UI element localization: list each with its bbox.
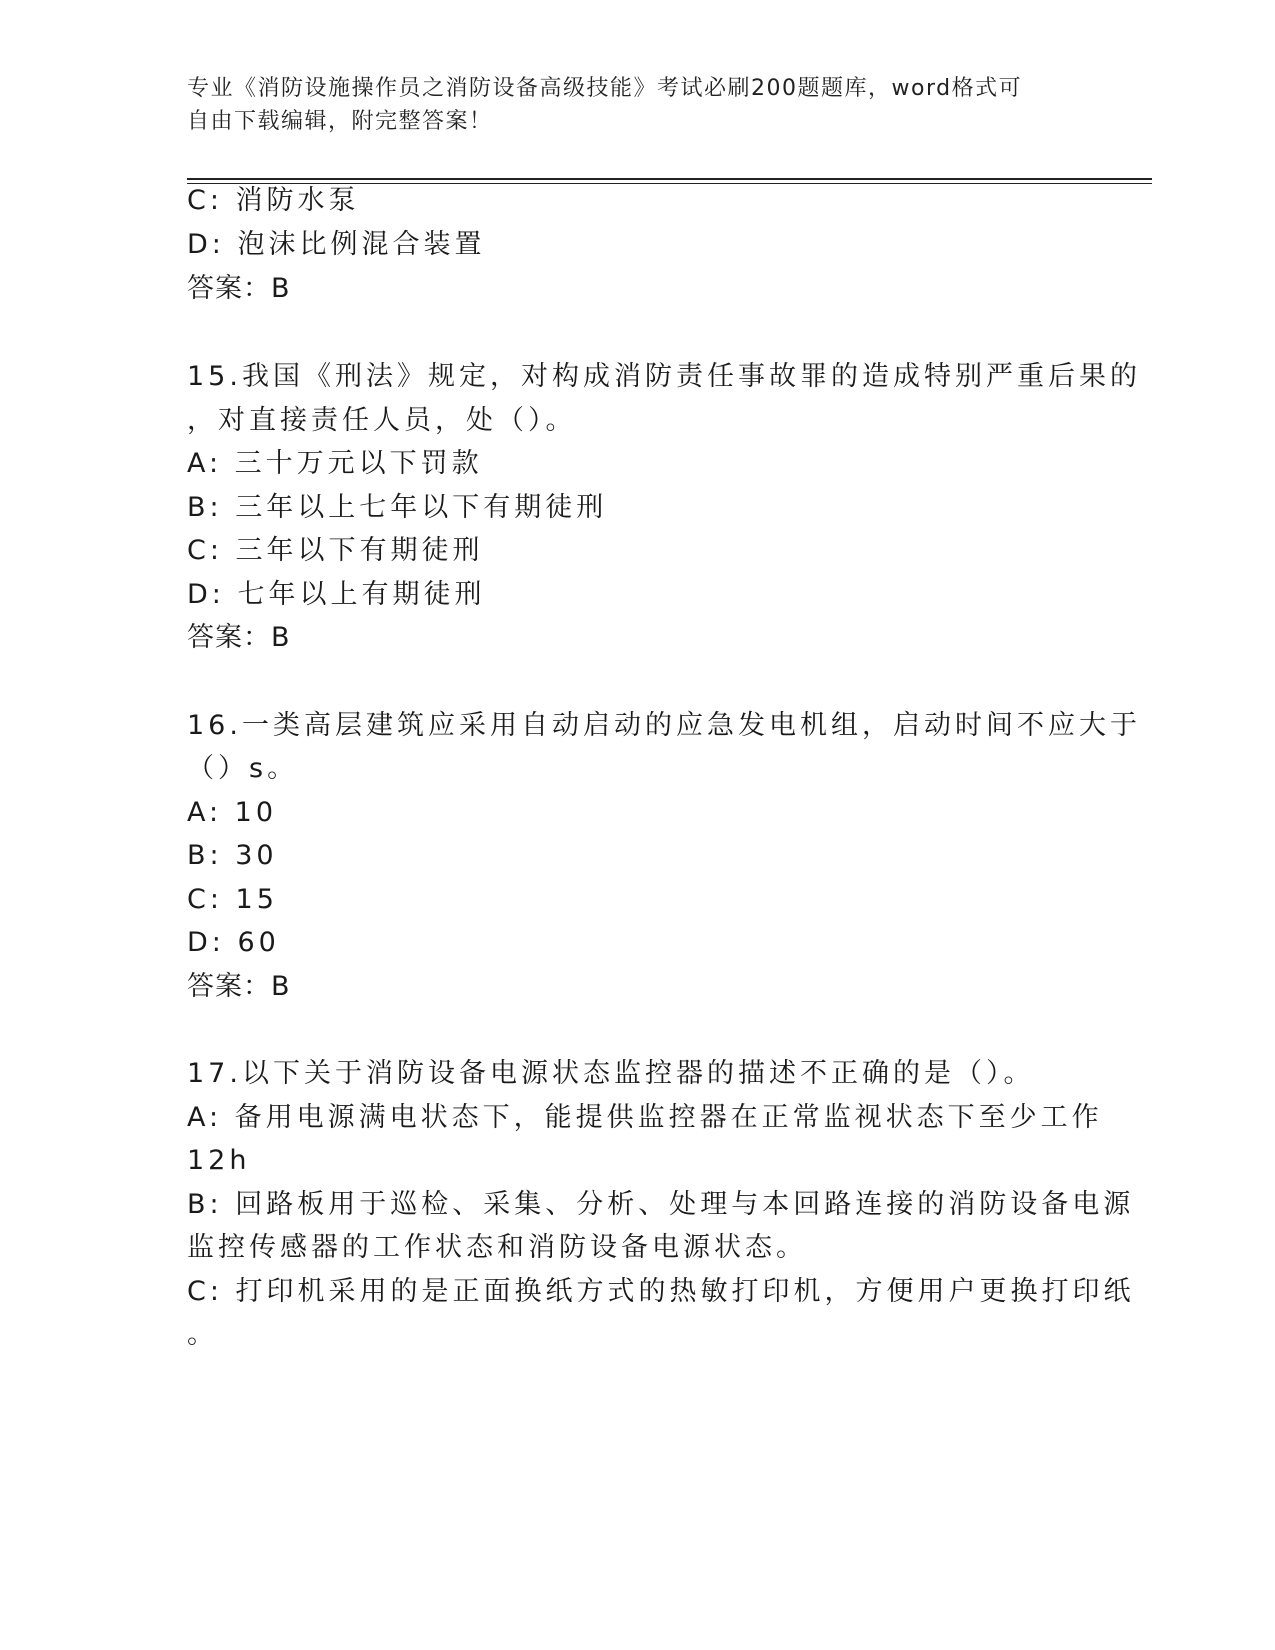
option-line: B: 回路板用于巡检、采集、分析、处理与本回路连接的消防设备电源	[187, 1189, 1135, 1220]
question-stem: ，对直接责任人员，处（）。	[187, 405, 577, 436]
option-line: D: 60	[187, 927, 280, 958]
header-line-2: 自由下载编辑，附完整答案！	[187, 109, 493, 134]
option-line: D: 七年以上有期徒刑	[187, 579, 486, 610]
option-line: C: 三年以下有期徒刑	[187, 535, 484, 566]
option-line: 。	[187, 1319, 218, 1350]
option-line: A: 备用电源满电状态下，能提供监控器在正常监视状态下至少工作	[187, 1102, 1103, 1133]
question-stem: 15.我国《刑法》规定，对构成消防责任事故罪的造成特别严重后果的	[187, 361, 1141, 392]
option-line: C: 消防水泵	[187, 185, 360, 216]
option-line: 监控传感器的工作状态和消防设备电源状态。	[187, 1232, 807, 1263]
option-line: A: 10	[187, 797, 278, 828]
answer-line: 答案：B	[187, 273, 291, 304]
question-stem: 16.一类高层建筑应采用自动启动的应急发电机组，启动时间不应大于	[187, 710, 1141, 741]
document-header	[187, 72, 1067, 138]
header-line-1: 专业《消防设施操作员之消防设备高级技能》考试必刷200题题库，word格式可	[187, 76, 1023, 101]
question-stem: 17.以下关于消防设备电源状态监控器的描述不正确的是（）。	[187, 1058, 1035, 1089]
header-divider-thick	[187, 178, 1152, 180]
question-stem: （）s。	[187, 753, 299, 784]
option-line: D: 泡沫比例混合装置	[187, 229, 486, 260]
option-line: 12h	[187, 1145, 251, 1176]
option-line: A: 三十万元以下罚款	[187, 448, 483, 479]
option-line: C: 打印机采用的是正面换纸方式的热敏打印机，方便用户更换打印纸	[187, 1276, 1135, 1307]
answer-line: 答案：B	[187, 971, 291, 1002]
answer-line: 答案：B	[187, 622, 291, 653]
option-line: C: 15	[187, 884, 278, 915]
option-line: B: 30	[187, 840, 278, 871]
option-line: B: 三年以上七年以下有期徒刑	[187, 492, 608, 523]
